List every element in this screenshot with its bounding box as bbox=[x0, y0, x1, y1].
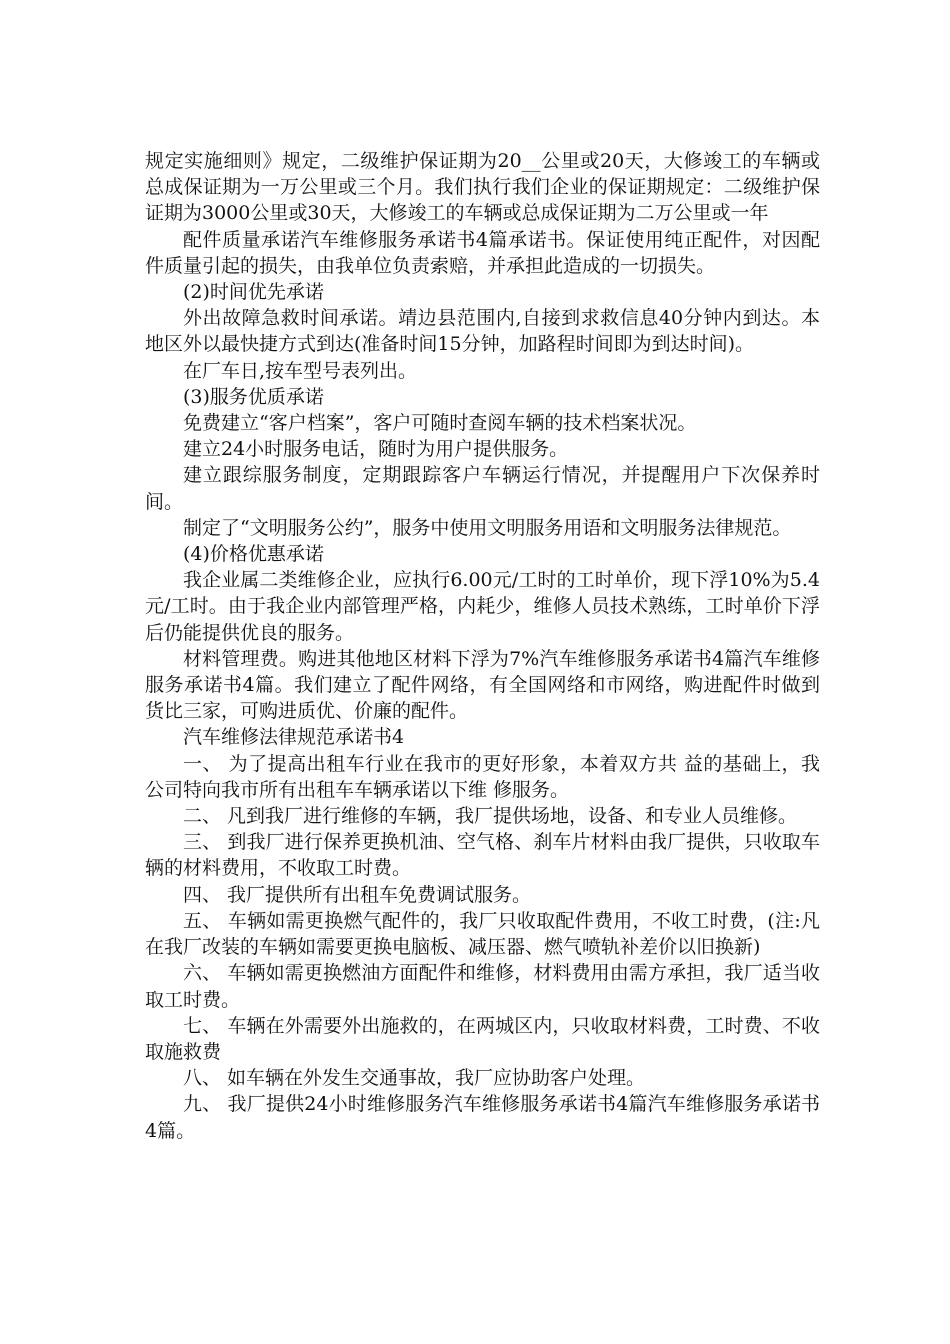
list-item-7: 七、 车辆在外需要外出施救的，在两城区内，只收取材料费，工时费、不收取施救费 bbox=[145, 1014, 820, 1063]
list-item-4: 四、 我厂提供所有出租车免费调试服务。 bbox=[183, 883, 532, 906]
section-heading-service-quality: (3)服务优质承诺 bbox=[183, 385, 324, 408]
section-heading-time-priority: (2)时间优先承诺 bbox=[183, 281, 324, 304]
list-item-2: 二、 凡到我厂进行维修的车辆，我厂提供场地，设备、和专业人员维修。 bbox=[183, 805, 798, 828]
list-item-6: 六、 车辆如需更换燃油方面配件和维修，材料费用由需方承担，我厂适当收取工时费。 bbox=[145, 962, 820, 1011]
paragraph-in-factory-days: 在厂车日,按车型号表列出。 bbox=[183, 359, 418, 382]
list-item-9: 九、 我厂提供24小时维修服务汽车维修服务承诺书4篇汽车维修服务承诺书4篇。 bbox=[145, 1093, 820, 1142]
paragraph-material-management: 材料管理费。购进其他地区材料下浮为7%汽车维修服务承诺书4篇汽车维修服务承诺书4篇。我们建立了配件网络，有全国网络和市网络，购进配件时做到货比三家，可购进质优、价廉的配件。 bbox=[145, 647, 820, 723]
paragraph-follow-up-service: 建立跟综服务制度，定期跟踪客户车辆运行情况，并提醒用户下次保养时间。 bbox=[145, 464, 820, 513]
paragraph-labor-rate: 我企业属二类维修企业，应执行6.00元/工时的工时单价，现下浮10%为5.4元/工时。由于我企业内部管理严格，内耗少，维修人员技术熟练，工时单价下浮后仍能提供优良的服务。 bbox=[145, 569, 820, 644]
list-item-3: 三、 到我厂进行保养更换机油、空气格、刹车片材料由我厂提供，只收取车辆的材料费用，不收取工时费。 bbox=[145, 831, 820, 880]
paragraph-service-hotline: 建立24小时服务电话，随时为用户提供服务。 bbox=[183, 438, 569, 461]
paragraph-customer-files: 免费建立“客户档案”，客户可随时查阅车辆的技术档案状况。 bbox=[183, 412, 697, 435]
section-heading-commitment-4: 汽车维修法律规范承诺书4 bbox=[183, 726, 405, 749]
section-heading-price-discount: (4)价格优惠承诺 bbox=[183, 543, 324, 566]
list-item-8: 八、 如车辆在外发生交通事故，我厂应协助客户处理。 bbox=[183, 1067, 646, 1090]
paragraph-rescue-time: 外出故障急救时间承诺。靖边县范围内,自接到求救信息40分钟内到达。本地区外以最快捷方式到达(准备时间15分钟，加路程时间即为到达时间)。 bbox=[145, 307, 820, 356]
list-item-5: 五、 车辆如需更换燃气配件的，我厂只收取配件费用，不收工时费，(注:凡在我厂改装的车辆如需要更换电脑板、减压器、燃气喷轨补差价以旧换新) bbox=[145, 909, 820, 959]
paragraph-warranty-period: 规定实施细则》规定，二级维护保证期为20__公里或20天，大修竣工的车辆或总成保证期为一万公里或三个月。我们执行我们企业的保证期规定：二级维护保证期为3000公里或30天，大修竣工的车辆或总成保证期为二万公里或一年 bbox=[145, 150, 820, 225]
paragraph-service-convention: 制定了“文明服务公约”，服务中使用文明服务用语和文明服务法律规范。 bbox=[183, 516, 792, 539]
list-item-1: 一、 为了提高出租车行业在我市的更好形象，本着双方共 益的基础上，我公司特向我市所有出租车车辆承诺以下维 修服务。 bbox=[145, 752, 820, 801]
paragraph-parts-quality: 配件质量承诺汽车维修服务承诺书4篇承诺书。保证使用纯正配件，对因配件质量引起的损失，由我单位负责索赔，并承担此造成的一切损失。 bbox=[145, 228, 820, 277]
